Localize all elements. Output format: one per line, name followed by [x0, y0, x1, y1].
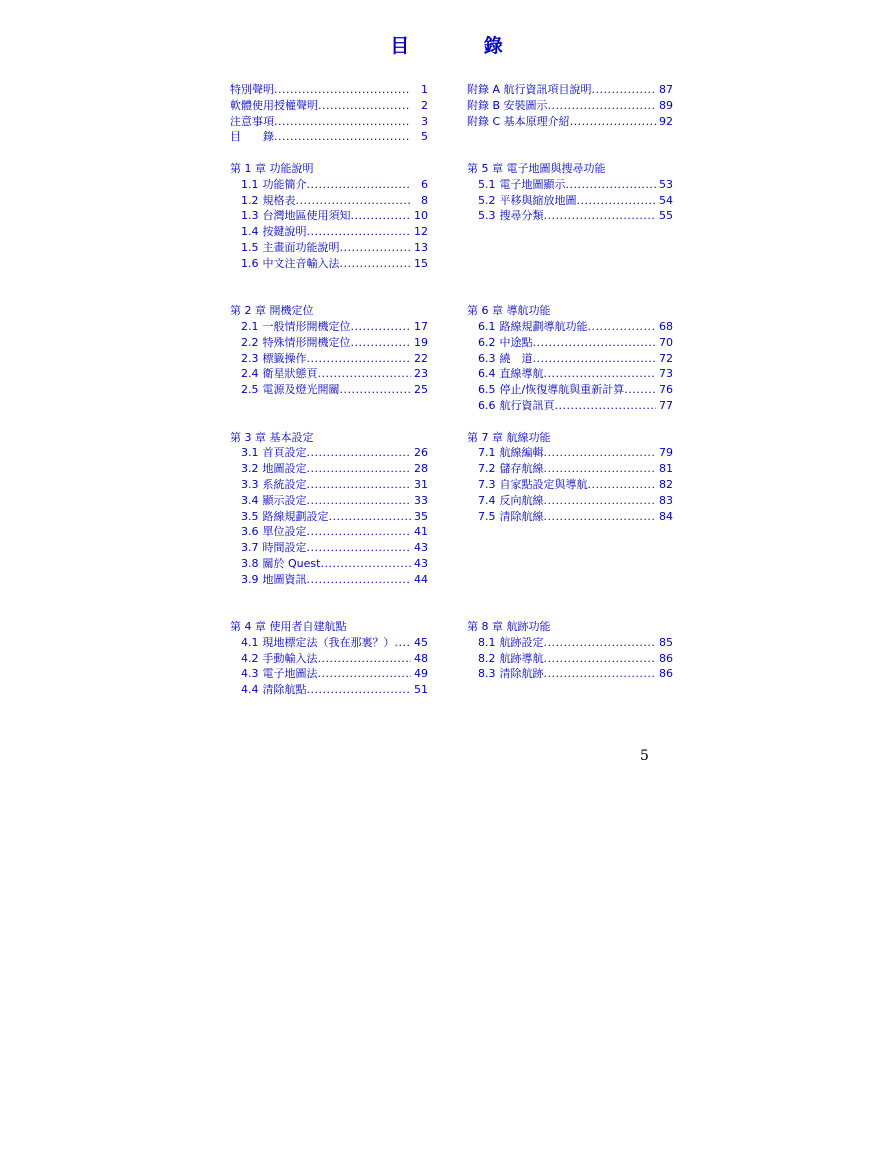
toc-entry[interactable]	[230, 240, 428, 256]
toc-entry[interactable]	[467, 445, 673, 461]
toc-section-number: 3.7	[241, 541, 259, 555]
toc-leader-dots	[544, 651, 657, 667]
toc-entry[interactable]	[230, 366, 428, 382]
toc-page-number: 72	[659, 351, 673, 365]
toc-page-number: 54	[659, 193, 673, 207]
toc-section-number: 5.2	[478, 193, 496, 207]
toc-entry-label: 電子地圖顯示	[499, 177, 566, 191]
toc-leader-dots	[307, 540, 412, 556]
toc-spacer	[467, 256, 673, 272]
toc-leader-dots	[351, 208, 412, 224]
toc-chapter-heading	[230, 430, 428, 446]
toc-leader-dots	[395, 635, 412, 651]
toc-entry[interactable]	[467, 666, 673, 682]
toc-section-number: 2.2	[241, 335, 259, 349]
toc-spacer	[230, 588, 428, 604]
toc-entry-label: 特別聲明	[230, 83, 274, 96]
toc-leader-dots	[351, 319, 412, 335]
toc-page-number: 48	[414, 651, 428, 665]
toc-page-number: 43	[414, 556, 428, 570]
toc-leader-dots	[544, 493, 657, 509]
toc-entry[interactable]	[230, 129, 428, 145]
toc-leader-dots	[544, 509, 657, 525]
toc-entry[interactable]	[230, 493, 428, 509]
toc-spacer	[467, 240, 673, 256]
toc-page-number: 25	[414, 383, 428, 397]
toc-section-number: 7.1	[478, 446, 496, 460]
toc-entry[interactable]	[230, 224, 428, 240]
toc-entry[interactable]	[467, 461, 673, 477]
toc-entry[interactable]	[230, 193, 428, 209]
toc-leader-dots	[274, 82, 411, 98]
toc-entry[interactable]	[230, 461, 428, 477]
toc-leader-dots	[555, 398, 657, 414]
toc-leader-dots	[544, 461, 657, 477]
toc-page-number: 1	[421, 83, 428, 96]
toc-leader-dots	[588, 319, 657, 335]
toc-entry-label: 附錄 A 航行資訊項目說明	[467, 83, 592, 96]
toc-entry[interactable]	[467, 319, 673, 335]
toc-spacer	[467, 145, 673, 161]
toc-spacer	[467, 129, 673, 145]
toc-page-number: 5	[421, 130, 428, 144]
page-title: 目 錄	[390, 35, 537, 57]
toc-entry[interactable]	[230, 208, 428, 224]
toc-spacer	[467, 540, 673, 556]
toc-leader-dots	[318, 666, 412, 682]
toc-entry-label: 第 8 章 航跡功能	[467, 620, 551, 634]
toc-entry[interactable]	[230, 556, 428, 572]
toc-section-number: 4.4	[241, 683, 259, 697]
toc-section-number: 3.3	[241, 477, 259, 491]
toc-page-number: 23	[414, 367, 428, 381]
toc-page-number: 10	[414, 209, 428, 223]
toc-entry[interactable]	[467, 351, 673, 367]
toc-entry-label: 第 4 章 使用者自建航點	[230, 620, 347, 634]
toc-entry[interactable]	[230, 666, 428, 682]
toc-leader-dots	[570, 114, 656, 130]
toc-page-number: 53	[659, 177, 673, 191]
toc-entry-label: 第 1 章 功能說明	[230, 161, 314, 175]
toc-spacer	[467, 524, 673, 540]
toc-page-number: 86	[659, 667, 673, 681]
toc-entry[interactable]	[467, 477, 673, 493]
toc-leader-dots	[548, 98, 656, 114]
toc-leader-dots	[340, 382, 412, 398]
toc-section-number: 3.8	[241, 556, 259, 570]
toc-entry[interactable]	[467, 98, 673, 114]
toc-entry[interactable]	[467, 366, 673, 382]
toc-section-number: 3.2	[241, 462, 259, 476]
toc-page-number: 3	[421, 114, 428, 128]
toc-page-number: 6	[421, 177, 428, 191]
toc-leader-dots	[307, 493, 412, 509]
toc-chapter-heading	[230, 619, 428, 635]
toc-entry[interactable]	[467, 509, 673, 525]
toc-leader-dots	[544, 208, 657, 224]
toc-section-number: 8.2	[478, 651, 496, 665]
toc-page-number: 85	[659, 635, 673, 649]
toc-leader-dots	[296, 193, 412, 209]
page-number: 5	[640, 748, 649, 764]
toc-entry-label: 平移與縮放地圖	[499, 193, 577, 207]
toc-entry[interactable]	[230, 540, 428, 556]
toc-entry-label: 第 3 章 基本設定	[230, 430, 314, 444]
toc-entry-label: 單位設定	[262, 525, 307, 539]
toc-leader-dots	[340, 256, 412, 272]
toc-section-number: 4.2	[241, 651, 259, 665]
toc-page-number: 73	[659, 367, 673, 381]
toc-chapter-heading	[467, 161, 673, 177]
toc-entry[interactable]	[230, 98, 428, 114]
toc-leader-dots	[351, 335, 412, 351]
toc-leader-dots	[307, 477, 412, 493]
toc-leader-dots	[274, 114, 411, 130]
toc-section-number: 5.1	[478, 177, 496, 191]
toc-entry[interactable]	[230, 256, 428, 272]
toc-entry-label: 航跡設定	[499, 635, 544, 649]
toc-spacer	[467, 556, 673, 572]
toc-page-number: 43	[414, 541, 428, 555]
toc-section-number: 7.3	[478, 477, 496, 491]
toc-leader-dots	[329, 509, 412, 525]
toc-page-number: 28	[414, 462, 428, 476]
toc-section-number: 1.4	[241, 225, 259, 239]
toc-leader-dots	[318, 98, 411, 114]
toc-section-number: 1.1	[241, 177, 259, 191]
toc-entry-label: 注意事項	[230, 114, 274, 128]
toc-page-number: 81	[659, 462, 673, 476]
toc-page-number: 45	[414, 635, 428, 649]
toc-page-number: 68	[659, 319, 673, 333]
toc-spacer	[230, 398, 428, 414]
toc-page-number: 19	[414, 335, 428, 349]
toc-page-number: 79	[659, 446, 673, 460]
toc-spacer	[467, 287, 673, 303]
toc-leader-dots	[588, 477, 657, 493]
toc-leader-dots	[307, 572, 412, 588]
toc-entry-label: 附錄 C 基本原理介紹	[467, 114, 570, 128]
toc-spacer	[230, 414, 428, 430]
toc-entry-label: 第 7 章 航線功能	[467, 430, 551, 444]
toc-page-number: 86	[659, 651, 673, 665]
toc-page-number: 83	[659, 493, 673, 507]
toc-entry-label: 清除航線	[499, 509, 544, 523]
toc-leader-dots	[340, 240, 412, 256]
toc-page-number: 55	[659, 209, 673, 223]
toc-page-number: 15	[414, 256, 428, 270]
toc-spacer	[467, 224, 673, 240]
toc-section-number: 8.1	[478, 635, 496, 649]
toc-page-number: 41	[414, 525, 428, 539]
toc-entry-label: 清除航跡	[499, 667, 544, 681]
toc-entry-label: 關於 Quest	[262, 556, 321, 570]
toc-entry-label: 航跡導航	[499, 651, 544, 665]
toc-page-number: 87	[659, 83, 673, 96]
toc-leader-dots	[307, 682, 412, 698]
toc-entry[interactable]	[467, 493, 673, 509]
toc-chapter-heading	[230, 303, 428, 319]
toc-entry-label: 搜尋分類	[499, 209, 544, 223]
toc-leader-dots	[624, 382, 656, 398]
toc-entry-label: 附錄 B 安裝圖示	[467, 98, 548, 112]
toc-entry-label: 系統設定	[262, 477, 307, 491]
toc-entry[interactable]	[230, 682, 428, 698]
toc-entry-label: 清除航點	[262, 683, 307, 697]
toc-page-number: 13	[414, 240, 428, 254]
toc-entry-label: 航行資訊頁	[499, 398, 555, 412]
toc-entry-label: 顯示設定	[262, 493, 307, 507]
toc-entry-label: 軟體使用授權聲明	[230, 98, 318, 112]
toc-page-number: 51	[414, 683, 428, 697]
toc-section-number: 2.1	[241, 319, 259, 333]
toc-entry-label: 電子地圖法	[262, 667, 318, 681]
toc-leader-dots	[307, 445, 412, 461]
toc-leader-dots	[544, 666, 657, 682]
toc-leader-dots	[307, 177, 412, 193]
toc-entry[interactable]	[467, 382, 673, 398]
toc-leader-dots	[318, 366, 412, 382]
toc-entry-label: 繞 道	[499, 351, 533, 365]
toc-page-number: 35	[414, 509, 428, 523]
toc-entry-label: 中文注音輸入法	[262, 256, 340, 270]
toc-section-number: 4.1	[241, 635, 259, 649]
toc-entry-label: 標籤操作	[262, 351, 307, 365]
toc-section-number: 6.3	[478, 351, 496, 365]
toc-entry-label: 規格表	[262, 193, 296, 207]
toc-entry-label: 反向航線	[499, 493, 544, 507]
toc-section-number: 2.5	[241, 383, 259, 397]
toc-entry-label: 第 2 章 開機定位	[230, 304, 314, 318]
toc-entry[interactable]	[230, 335, 428, 351]
toc-entry[interactable]	[467, 335, 673, 351]
toc-spacer	[467, 414, 673, 430]
toc-section-number: 1.6	[241, 256, 259, 270]
toc-section-number: 7.2	[478, 462, 496, 476]
toc-page-number: 17	[414, 319, 428, 333]
toc-entry-label: 儲存航線	[499, 462, 544, 476]
toc-chapter-heading	[467, 303, 673, 319]
toc-entry-label: 特殊情形開機定位	[262, 335, 351, 349]
toc-chapter-heading	[467, 430, 673, 446]
toc-section-number: 7.5	[478, 509, 496, 523]
toc-entry-label: 路線規劃導航功能	[499, 319, 588, 333]
toc-spacer	[467, 588, 673, 604]
toc-leader-dots	[544, 635, 657, 651]
toc-section-number: 6.2	[478, 335, 496, 349]
toc-page-number: 2	[421, 98, 428, 112]
toc-entry-label: 中途點	[499, 335, 533, 349]
toc-right-column	[467, 82, 673, 682]
toc-spacer	[230, 287, 428, 303]
toc-entry-label: 主畫面功能說明	[262, 240, 340, 254]
toc-leader-dots	[544, 445, 657, 461]
toc-leader-dots	[577, 193, 657, 209]
toc-entry[interactable]	[230, 351, 428, 367]
toc-page-number: 92	[659, 114, 673, 128]
toc-chapter-heading	[230, 161, 428, 177]
toc-entry[interactable]	[467, 635, 673, 651]
toc-page-number: 82	[659, 477, 673, 491]
toc-page-number: 76	[659, 383, 673, 397]
toc-section-number: 1.3	[241, 209, 259, 223]
toc-entry[interactable]	[467, 398, 673, 414]
toc-entry[interactable]	[230, 572, 428, 588]
toc-section-number: 6.6	[478, 398, 496, 412]
toc-entry-label: 路線規劃設定	[262, 509, 329, 523]
toc-entry-label: 手動輸入法	[262, 651, 318, 665]
toc-entry-label: 一般情形開機定位	[262, 319, 351, 333]
toc-spacer	[467, 572, 673, 588]
toc-spacer	[467, 272, 673, 288]
toc-page-number: 49	[414, 667, 428, 681]
toc-entry-label: 第 6 章 導航功能	[467, 304, 551, 318]
toc-section-number: 4.3	[241, 667, 259, 681]
toc-page-number: 8	[421, 193, 428, 207]
toc-section-number: 2.4	[241, 367, 259, 381]
toc-entry-label: 按鍵說明	[262, 225, 307, 239]
toc-spacer	[467, 603, 673, 619]
toc-entry-label: 地圖設定	[262, 462, 307, 476]
toc-entry[interactable]	[230, 114, 428, 130]
toc-entry[interactable]	[467, 193, 673, 209]
toc-entry-label: 時間設定	[262, 541, 307, 555]
toc-entry[interactable]	[230, 651, 428, 667]
toc-leader-dots	[592, 82, 656, 98]
toc-page-number: 77	[659, 398, 673, 412]
toc-entry-label: 現地標定法（我在那裏？）	[262, 635, 395, 649]
toc-leader-dots	[566, 177, 657, 193]
toc-entry-label: 自家點設定與導航	[499, 477, 588, 491]
toc-section-number: 7.4	[478, 493, 496, 507]
toc-section-number: 3.4	[241, 493, 259, 507]
toc-section-number: 6.5	[478, 383, 496, 397]
toc-leader-dots	[544, 366, 657, 382]
toc-section-number: 6.4	[478, 367, 496, 381]
toc-spacer	[230, 603, 428, 619]
toc-leader-dots	[318, 651, 412, 667]
toc-page-number: 84	[659, 509, 673, 523]
toc-left-column	[230, 82, 428, 698]
toc-entry[interactable]	[230, 477, 428, 493]
toc-entry-label: 功能簡介	[262, 177, 307, 191]
toc-entry[interactable]	[467, 651, 673, 667]
toc-page-number: 26	[414, 446, 428, 460]
toc-section-number: 6.1	[478, 319, 496, 333]
toc-entry-label: 首頁設定	[262, 446, 307, 460]
toc-section-number: 2.3	[241, 351, 259, 365]
toc-entry[interactable]	[467, 114, 673, 130]
toc-leader-dots	[533, 335, 657, 351]
toc-entry[interactable]	[230, 524, 428, 540]
toc-entry[interactable]	[467, 177, 673, 193]
toc-entry-label: 衛星狀態頁	[262, 367, 318, 381]
toc-leader-dots	[307, 224, 412, 240]
toc-entry[interactable]	[230, 82, 428, 98]
toc-page-number: 12	[414, 225, 428, 239]
toc-section-number: 1.5	[241, 240, 259, 254]
toc-section-number: 3.9	[241, 572, 259, 586]
toc-leader-dots	[274, 129, 411, 145]
toc-leader-dots	[307, 524, 412, 540]
toc-spacer	[230, 145, 428, 161]
toc-section-number: 3.6	[241, 525, 259, 539]
toc-leader-dots	[533, 351, 657, 367]
toc-leader-dots	[320, 556, 411, 572]
toc-entry-label: 地圖資訊	[262, 572, 307, 586]
toc-entry[interactable]	[230, 177, 428, 193]
toc-section-number: 3.1	[241, 446, 259, 460]
toc-section-number: 3.5	[241, 509, 259, 523]
toc-section-number: 5.3	[478, 209, 496, 223]
toc-entry-label: 電源及燈光開關	[262, 383, 340, 397]
toc-leader-dots	[307, 351, 412, 367]
toc-entry-label: 台灣地區使用須知	[262, 209, 351, 223]
toc-entry[interactable]	[467, 208, 673, 224]
toc-page-number: 22	[414, 351, 428, 365]
toc-page-number: 33	[414, 493, 428, 507]
toc-entry-label: 航線編輯	[499, 446, 544, 460]
toc-entry[interactable]	[230, 635, 428, 651]
toc-page-number: 44	[414, 572, 428, 586]
toc-entry[interactable]	[230, 319, 428, 335]
toc-entry-label: 停止/恢復導航與重新計算	[499, 383, 625, 397]
toc-entry[interactable]	[467, 82, 673, 98]
toc-section-number: 8.3	[478, 667, 496, 681]
toc-leader-dots	[307, 461, 412, 477]
toc-entry[interactable]	[230, 509, 428, 525]
toc-section-number: 1.2	[241, 193, 259, 207]
toc-entry-label: 目 錄	[230, 130, 274, 144]
toc-entry[interactable]	[230, 382, 428, 398]
toc-chapter-heading	[467, 619, 673, 635]
toc-entry-label: 第 5 章 電子地圖與搜尋功能	[467, 161, 606, 175]
toc-entry[interactable]	[230, 445, 428, 461]
toc-entry-label: 直線導航	[499, 367, 544, 381]
toc-spacer	[230, 272, 428, 288]
toc-page-number: 89	[659, 98, 673, 112]
toc-page-number: 31	[414, 477, 428, 491]
toc-page-number: 70	[659, 335, 673, 349]
